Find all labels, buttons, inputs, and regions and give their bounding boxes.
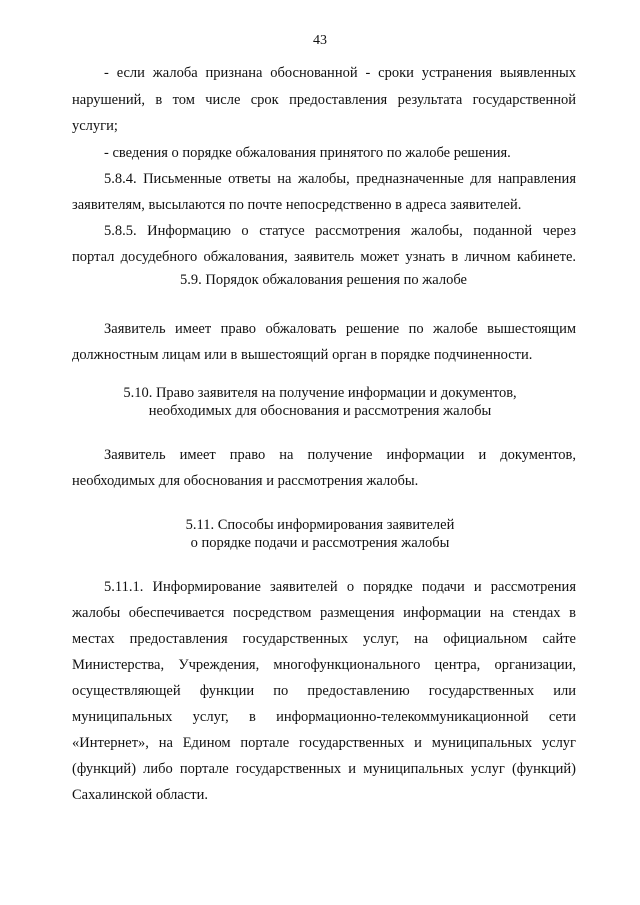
text-line: должностным лицам или в вышестоящий орган в порядке подчиненности. [72, 347, 533, 363]
text-line: местах предоставления государственных услуг, на официальном сайте [72, 631, 576, 647]
text-line: 5.8.4. Письменные ответы на жалобы, предназначенные для направления [104, 171, 576, 187]
text-line: Министерства, Учреждения, многофункционального центра, организации, [72, 657, 576, 673]
text-line: - если жалоба признана обоснованной - сроки устранения выявленных [104, 65, 576, 81]
text-line: осуществляющей функции по предоставлению государственных или [72, 683, 576, 699]
text-line: 5.8.5. Информацию о статусе рассмотрения жалобы, поданной через [104, 223, 576, 239]
section-heading: о порядке подачи и рассмотрения жалобы [190, 535, 450, 551]
text-line: (функций) либо портале государственных и муниципальных услуг (функций) [72, 761, 576, 777]
text-line: 5.11.1. Информирование заявителей о порядке подачи и рассмотрения [104, 579, 576, 595]
text-line: заявителям, высылаются по почте непосредственно в адреса заявителей. [72, 197, 522, 213]
text-line: «Интернет», на Едином портале государственных и муниципальных услуг [72, 735, 576, 751]
section-heading: 5.9. Порядок обжалования решения по жалобе [180, 272, 467, 288]
text-line: Сахалинской области. [72, 787, 208, 803]
text-line: портал досудебного обжалования, заявитель может узнать в личном кабинете. [72, 249, 576, 265]
text-line: нарушений, в том числе срок предоставления результата государственной [72, 92, 576, 108]
section-heading: 5.11. Способы информирования заявителей [185, 517, 455, 533]
text-line: Заявитель имеет право на получение информации и документов, [104, 447, 576, 463]
section-heading: необходимых для обоснования и рассмотрения жалобы [148, 403, 492, 419]
section-heading: 5.10. Право заявителя на получение информации и документов, [123, 385, 517, 401]
text-line: жалобы обеспечивается посредством размещения информации на стендах в [72, 605, 576, 621]
text-line: необходимых для обоснования и рассмотрения жалобы. [72, 473, 419, 489]
text-line: Заявитель имеет право обжаловать решение по жалобе вышестоящим [104, 321, 576, 337]
page-number: 43 [313, 33, 327, 48]
text-line: - сведения о порядке обжалования принятого по жалобе решения. [104, 145, 511, 161]
text-line: услуги; [72, 118, 118, 134]
text-line: муниципальных услуг, в информационно-телекоммуникационной сети [72, 709, 576, 725]
